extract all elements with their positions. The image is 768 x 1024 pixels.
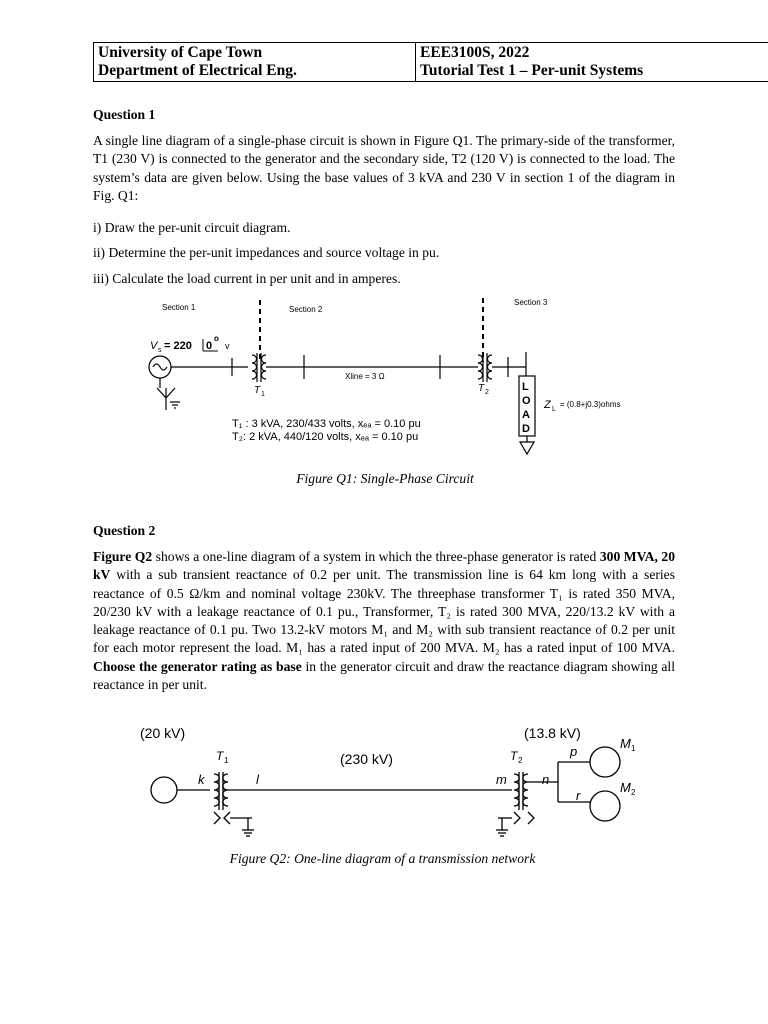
motor-m1-symbol <box>590 747 620 777</box>
motor-m1-subscript: 1 <box>631 744 636 753</box>
university-name: University of Cape Town <box>98 44 263 61</box>
t1-transformer-symbol <box>214 774 228 806</box>
q2-text-2: with a sub transient reactance of 0.2 per unit. The transmission line is 64 km long with a series reactance of 0.5 Ω/km and nominal voltage 230kV. The threephase transformer T₁ is rated 350 MVA, 20/230 kV with a leakage reactance of 0.1 pu., Transformer, T₂ is rated 300 MVA, 220/13.2 kV with a leakage reactance of 0.1 pu. Two 13.2-kV motors M₁ and M₂ with sub transient reactance of 0.2 per unit for each motor represent the load. M₁ has a rated input of 200 MVA. M₂ has a rated input of 100 MVA. <box>93 567 675 656</box>
load-impedance-symbol: Z <box>544 399 551 411</box>
department-name: Department of Electrical Eng. <box>98 62 297 79</box>
t2-label: T <box>510 749 518 763</box>
t2-transformer-symbol <box>514 774 528 806</box>
source-voltage-symbol: V <box>150 340 158 352</box>
header-table <box>93 42 768 82</box>
t2-spec-line: T₂: 2 kVA, 440/120 volts, xₑₐ = 0.10 pu <box>232 431 419 443</box>
q1-paragraph: A single line diagram of a single-phase circuit is shown in Figure Q1. The primary-side of the transformer, T1 (230 V) is connected to the generator and the secondary side, T2 (120 V) is connected to the load. The system’s data are given below. Using the base values of 3 kVA and 230 V in section 1 of the diagram in Fig. Q1: <box>93 133 675 203</box>
source-voltage-value: = 220 <box>164 340 192 352</box>
line-reactance-label: Xline = 3 Ω <box>345 372 385 381</box>
t2-transformer-symbol <box>478 355 492 379</box>
t1-label: T <box>254 385 261 396</box>
node-r-label: r <box>576 788 581 803</box>
node-l-label: l <box>256 772 259 787</box>
motor-m1-label: M <box>620 736 631 751</box>
q2-text-1: shows a one-line diagram of a system in which the three-phase generator is rated <box>152 549 600 564</box>
generator-symbol <box>151 777 177 803</box>
figure-q2-diagram <box>130 720 670 840</box>
motor-m2-symbol <box>590 791 620 821</box>
figure-q1-diagram <box>140 292 660 464</box>
t2-label: T <box>478 383 485 394</box>
load-letter-l: L <box>522 381 529 393</box>
node-n-label: n <box>542 772 550 787</box>
figure-q1-caption: Figure Q1: Single-Phase Circuit <box>296 471 474 486</box>
load-letter-d: D <box>522 423 530 435</box>
t1-subscript: 1 <box>261 391 265 398</box>
load-ground-arrow <box>520 442 534 454</box>
course-code: EEE3100S, 2022 <box>420 44 530 61</box>
t1-subscript: 1 <box>224 756 229 765</box>
load-letter-o: O <box>522 395 531 407</box>
q1-item-3: iii) Calculate the load current in per unit and in amperes. <box>93 271 401 286</box>
source-voltage-subscript: s <box>158 347 162 354</box>
node-k-label: k <box>198 772 205 787</box>
q2-title: Question 2 <box>93 523 156 538</box>
t2-subscript: 2 <box>485 389 489 396</box>
section-3-label: Section 3 <box>514 298 548 307</box>
source-voltage-degree: o <box>214 334 219 343</box>
q1-item-2: ii) Determine the per-unit impedances and source voltage in pu. <box>93 245 440 260</box>
header-left <box>94 43 416 81</box>
header-right <box>416 43 768 81</box>
section-1-label: Section 1 <box>162 303 196 312</box>
generator-voltage-label: (20 kV) <box>140 725 186 741</box>
t2-subscript: 2 <box>518 756 523 765</box>
q2-generator-rating: 300 MVA, 20 kV <box>93 549 675 583</box>
q1-item-1: i) Draw the per-unit circuit diagram. <box>93 220 291 235</box>
motor-m2-label: M <box>620 780 631 795</box>
source-voltage-angle: 0 <box>206 340 213 352</box>
section-2-label: Section 2 <box>289 305 323 314</box>
q2-base-instruction: Choose the generator rating as base <box>93 658 302 674</box>
q2-figure-ref: Figure Q2 <box>93 549 153 564</box>
motor-m2-subscript: 2 <box>631 788 636 797</box>
node-p-label: p <box>570 744 578 759</box>
load-impedance-value: = (0.8+j0.3)ohms <box>560 400 621 409</box>
t1-label: T <box>216 749 224 763</box>
t1-spec-line: T₁ : 3 kVA, 230/433 volts, xₑₐ = 0.10 pu <box>232 418 421 430</box>
figure-q2-caption: Figure Q2: One-line diagram of a transmission network <box>229 851 536 866</box>
node-m-label: m <box>496 772 507 787</box>
q1-title: Question 1 <box>93 107 156 122</box>
line-voltage-label: (230 kV) <box>340 751 393 767</box>
load-impedance-subscript: L <box>552 406 556 413</box>
q2-paragraph <box>93 548 675 694</box>
source-voltage-unit: v <box>225 341 230 351</box>
load-letter-a: A <box>522 409 530 421</box>
q2-text-3: in the generator circuit and draw the reactance diagram showing all reactance in per unit. <box>93 658 675 693</box>
test-title: Tutorial Test 1 – Per-unit Systems <box>420 62 644 79</box>
load-voltage-label: (13.8 kV) <box>524 725 581 741</box>
